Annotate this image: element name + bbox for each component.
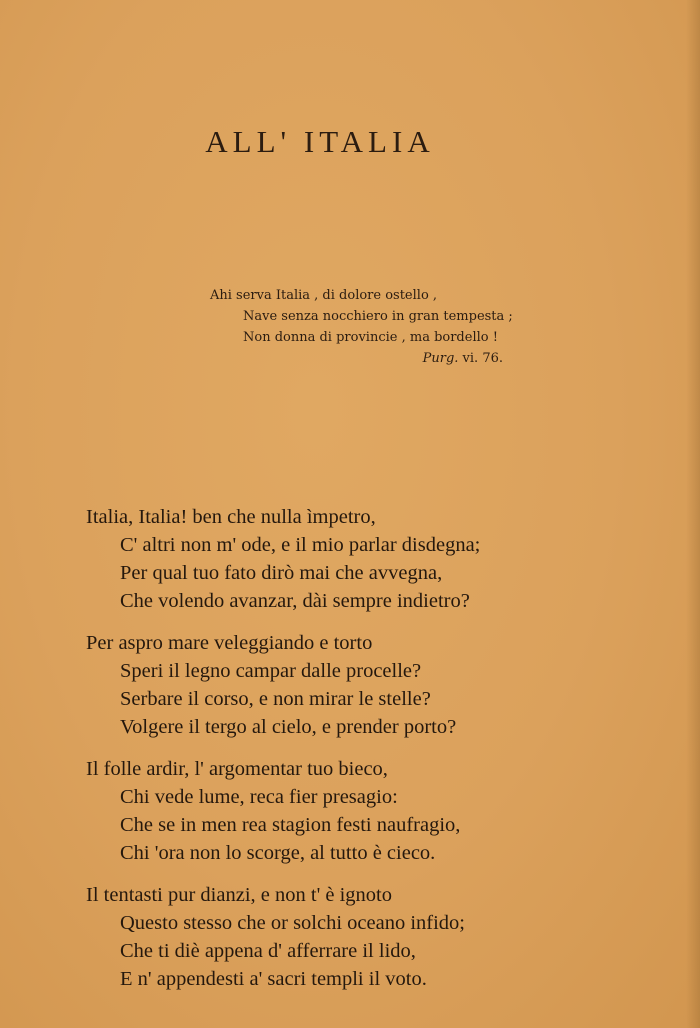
poem-body xyxy=(86,503,566,1007)
verse-line: E n' appendesti a' sacri templi il voto. xyxy=(120,968,427,990)
verse-line: Chi vede lume, reca fier presagio: xyxy=(120,786,398,808)
citation-book: Purg. xyxy=(422,351,459,366)
stanza xyxy=(86,503,566,615)
citation-ref: vi. 76. xyxy=(462,351,503,366)
verse-line: Che ti diè appena d' afferrare il lido, xyxy=(120,940,416,962)
verse-line: Speri il legno campar dalle procelle? xyxy=(120,660,422,682)
verse-line: C' altri non m' ode, e il mio parlar disdegna; xyxy=(120,534,481,556)
verse-line: Italia, Italia! ben che nulla ìmpetro, xyxy=(86,506,376,528)
verse-line: Il tentasti pur dianzi, e non t' è ignoto xyxy=(86,884,392,906)
verse-line: Che se in men rea stagion festi naufragio, xyxy=(120,814,461,836)
verse-line: Il folle ardir, l' argomentar tuo bieco, xyxy=(86,758,388,780)
epigraph-citation xyxy=(210,348,550,369)
epigraph-line: Non donna di provincie , ma bordello ! xyxy=(243,330,498,345)
poem-title: ALL' ITALIA xyxy=(205,124,435,159)
verse-line: Per aspro mare veleggiando e torto xyxy=(86,632,373,654)
stanza xyxy=(86,881,566,993)
verse-line: Chi 'ora non lo scorge, al tutto è cieco. xyxy=(120,842,436,864)
verse-line: Serbare il corso, e non mirar le stelle? xyxy=(120,688,431,710)
verse-line: Volgere il tergo al cielo, e prender porto? xyxy=(120,716,457,738)
epigraph-line: Ahi serva Italia , di dolore ostello , xyxy=(210,288,438,303)
stanza xyxy=(86,755,566,867)
stanza xyxy=(86,629,566,741)
verse-line: Per qual tuo fato dirò mai che avvegna, xyxy=(120,562,443,584)
epigraph xyxy=(210,285,550,369)
verse-line: Questo stesso che or solchi oceano infido; xyxy=(120,912,466,934)
verse-line: Che volendo avanzar, dài sempre indietro? xyxy=(120,590,470,612)
epigraph-line: Nave senza nocchiero in gran tempesta ; xyxy=(243,309,513,324)
page-edge-shadow xyxy=(686,0,700,1028)
